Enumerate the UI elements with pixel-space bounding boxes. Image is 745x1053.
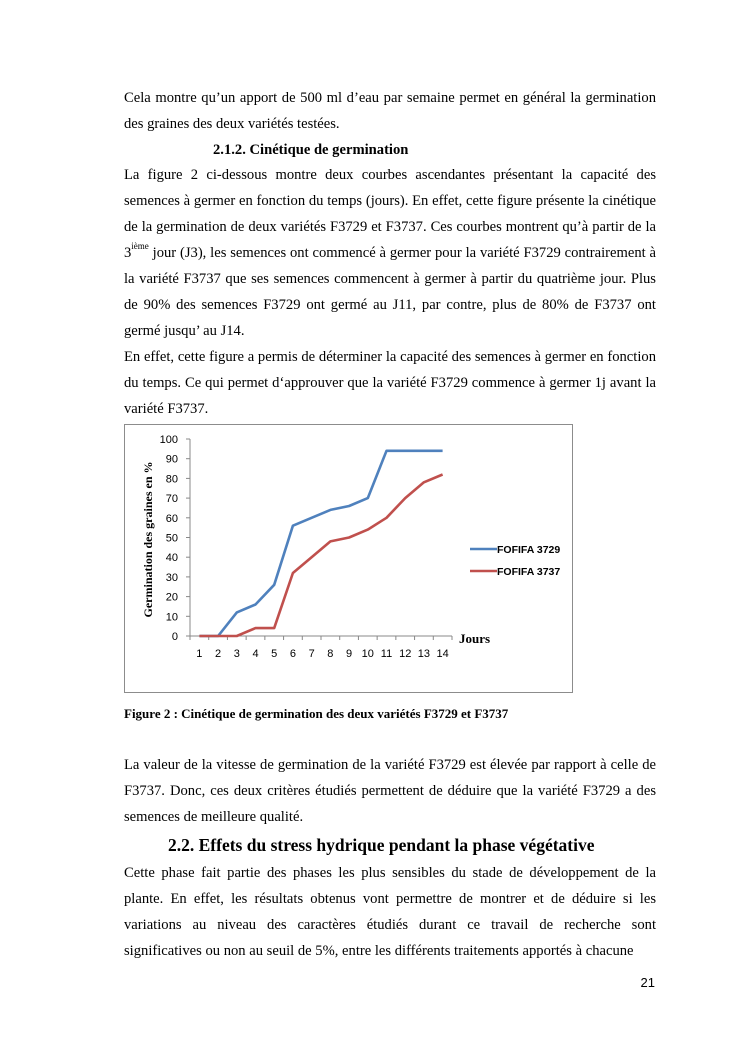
paragraph-text: La figure 2 ci-dessous montre deux courbes ascendantes présentant la capacité des semences à germer en fonction du temps (jours). En effet, cette figure présente la cinétique de la germination de deux variétés F3729 et F3737. Ces courbes montrent qu’à partir de la 3 <box>124 167 656 261</box>
paragraph-vegetative-phase <box>124 860 656 964</box>
y-tick-label: 90 <box>165 453 178 466</box>
y-tick-label: 10 <box>165 611 178 624</box>
x-tick-label: 4 <box>252 648 259 660</box>
y-tick-label: 0 <box>171 631 178 643</box>
x-tick-label: 2 <box>215 648 222 660</box>
y-tick-label: 40 <box>165 552 178 565</box>
section-heading-water-stress: 2.2. Effets du stress hydrique pendant la phase végétative <box>168 835 595 855</box>
y-tick-label: 70 <box>165 493 178 506</box>
x-axis-label: Jours <box>459 631 491 646</box>
x-tick-label: 12 <box>399 648 412 660</box>
y-tick-label: 20 <box>165 591 178 604</box>
y-tick-label: 80 <box>165 473 178 486</box>
paragraph-text: La valeur de la vitesse de germination de la variété F3729 est élevée par rapport à celle de F3737. Donc, ces deux critères étudiés permettent de déduire que la variété F3729 a des semences de meilleure qualité. <box>124 757 656 825</box>
y-tick-label: 50 <box>165 532 178 545</box>
legend-label-1: FOFIFA 3729 <box>497 544 561 556</box>
x-tick-label: 8 <box>327 648 334 660</box>
x-tick-label: 3 <box>233 648 240 660</box>
paragraph-text: jour (J3), les semences ont commencé à germer pour la variété F3729 contrairement à la variété F3737 que ses semences commencent à germer à partir du quatrième jour. Plus de 90% des semences F3729 ont germé au J11, par contre, plus de 80% de F3737 ont germé jusqu’ au J14. <box>124 245 656 339</box>
page-number: 21 <box>640 975 655 990</box>
y-axis-label: Germination des graines en % <box>141 461 155 618</box>
y-tick-label: 30 <box>165 571 178 584</box>
superscript: ième <box>131 241 149 252</box>
x-tick-label: 10 <box>361 648 374 660</box>
x-tick-label: 14 <box>436 648 449 660</box>
paragraph-germination-speed <box>124 752 656 830</box>
y-tick-label: 60 <box>165 512 178 525</box>
x-tick-label: 5 <box>271 648 278 660</box>
paragraph-water-supply <box>124 85 656 137</box>
paragraph-text: Cette phase fait partie des phases les plus sensibles du stade de développement de la plante. En effet, les résultats obtenus vont permettre de montrer et de déduire si les variations au niveau des caractères étudiés durant ce travail de recherche sont significatives ou non au seuil de 5%, entre les différents traitements apportés à chacune <box>124 865 656 959</box>
subheading-germination-kinetics: 2.1.2. Cinétique de germination <box>213 142 409 158</box>
x-tick-label: 9 <box>346 648 353 660</box>
paragraph-figure-description <box>124 162 656 344</box>
paragraph-text: En effet, cette figure a permis de déterminer la capacité des semences à germer en fonction du temps. Ce qui permet d‘approuver que la variété F3729 commence à germer 1j avant la variété F3737. <box>124 349 656 417</box>
figure-caption: Figure 2 : Cinétique de germination des deux variétés F3729 et F3737 <box>124 706 509 721</box>
series-line-1 <box>199 451 442 636</box>
paragraph-figure-conclusion <box>124 344 656 422</box>
chart-canvas <box>125 425 572 692</box>
x-tick-label: 13 <box>417 648 431 660</box>
x-tick-label: 7 <box>308 648 315 660</box>
y-tick-label: 100 <box>159 434 178 446</box>
germination-chart <box>124 424 573 693</box>
x-tick-label: 11 <box>380 648 393 660</box>
paragraph-text: Cela montre qu’un apport de 500 ml d’eau par semaine permet en général la germination des graines des deux variétés testées. <box>124 90 656 132</box>
x-tick-label: 1 <box>196 648 203 660</box>
legend-label-2: FOFIFA 3737 <box>497 566 561 578</box>
x-tick-label: 6 <box>289 648 296 660</box>
